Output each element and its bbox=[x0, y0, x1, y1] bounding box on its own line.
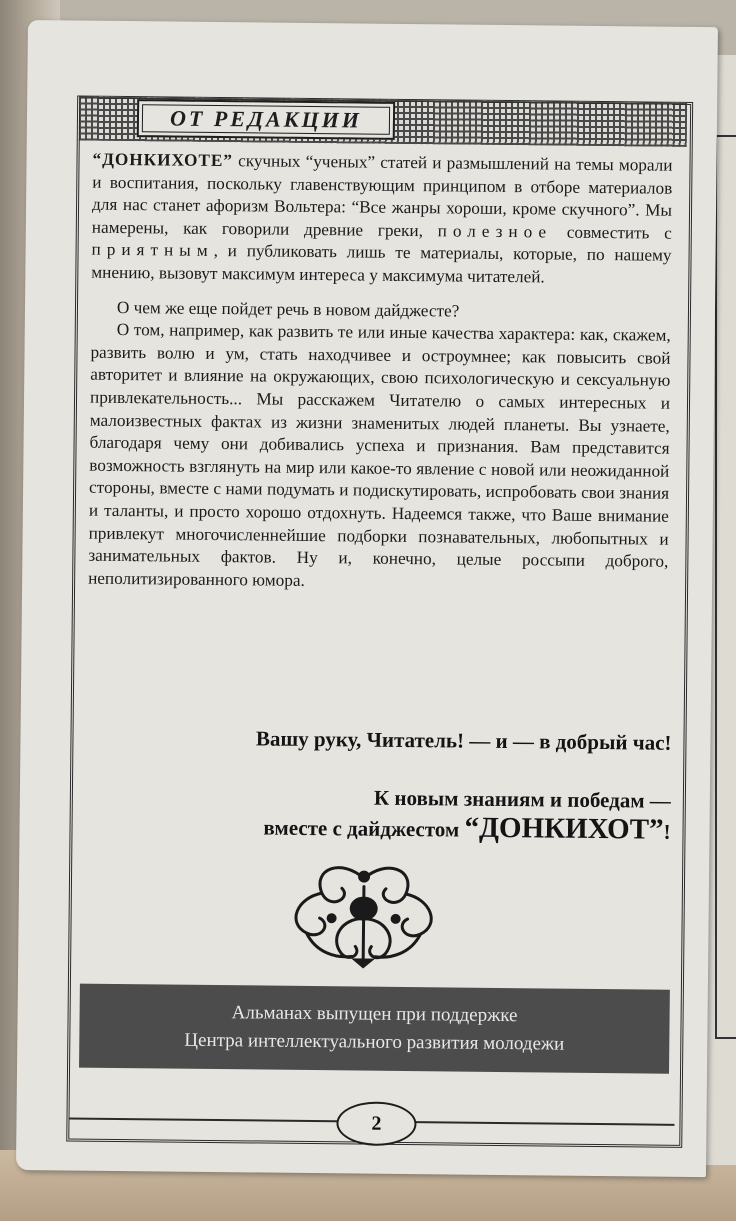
slogan-line-2a: К новым знаниям и победам — bbox=[373, 785, 671, 813]
section-title: ОТ РЕДАКЦИИ bbox=[169, 105, 363, 133]
banner-line-1: Альманах выпущен при поддержке bbox=[231, 1002, 518, 1027]
paragraph-1-part-a: скучных “ученых” статей и размышлений на темы морали и воспитания, поскольку главенствующим принципом в отборе материалов для нас станет афоризм Вольтера: “Все жанры хороши, кроме скучного”. Мы намерены, как говорили древние греки, bbox=[91, 151, 673, 241]
floral-ornament-icon bbox=[281, 858, 446, 970]
paragraph-1 bbox=[91, 149, 672, 291]
editorial-text bbox=[88, 149, 673, 596]
adjacent-page-frame bbox=[715, 135, 736, 1039]
slogan-line-2b bbox=[85, 810, 670, 847]
paragraph-3: О том, например, как развить те или иные качества характера: как, скажем, развить волю и ум, стать находчивее и остроумнее; как повысить свой авторитет и влияние на окружающих, свою психологическую и сексуальную привлекательность... Мы расскажем Читателю о самых интересных и малоизвестных фактах из жизни знаменитых людей планеты. Вы узнаете, благодаря чему они добивались успеха и признания. Вам представится возможность взглянуть на мир или какое-то явление с новой или неожиданной стороны, вместе с нами подумать и подискутировать, испробовать свои знания и таланты, и просто хорошо отдохнуть. Надеемся также, что Ваше внимание привлекут многочисленнейшие подборки познавательных, любопытных и занимательных фактов. Ну и, конечно, целые россыпи доброго, неполитизированного юмора. bbox=[88, 320, 671, 590]
slogan-end: ! bbox=[663, 819, 671, 844]
slogan-brand: “ДОНКИХОТ” bbox=[464, 811, 664, 846]
paragraph-2: О чем же еще пойдет речь в новом дайджесте? bbox=[116, 297, 460, 321]
section-title-box bbox=[137, 99, 395, 140]
paragraph-1-part-b: совместить с bbox=[551, 222, 672, 243]
spaced-word-2: приятным bbox=[91, 240, 214, 261]
banner-line-2: Центра интеллектуального развития молодежи bbox=[184, 1029, 565, 1055]
paragraph-1-part-c: , и публиковать лишь те материалы, которые, по нашему мнению, вызовут максимум интереса у максимума читателей. bbox=[91, 241, 672, 287]
book-page bbox=[16, 20, 718, 1177]
sponsor-banner bbox=[79, 984, 670, 1074]
slogan-line-1: Вашу руку, Читатель! — и — в добрый час! bbox=[255, 726, 672, 755]
brand-name: “ДОНКИХОТЕ” bbox=[92, 149, 234, 171]
slogan-line-2b-text: вместе с дайджестом bbox=[263, 815, 465, 842]
slogan-block-2 bbox=[85, 781, 671, 847]
spaced-word-1: полезное bbox=[437, 221, 553, 242]
page-number: 2 bbox=[336, 1101, 416, 1146]
